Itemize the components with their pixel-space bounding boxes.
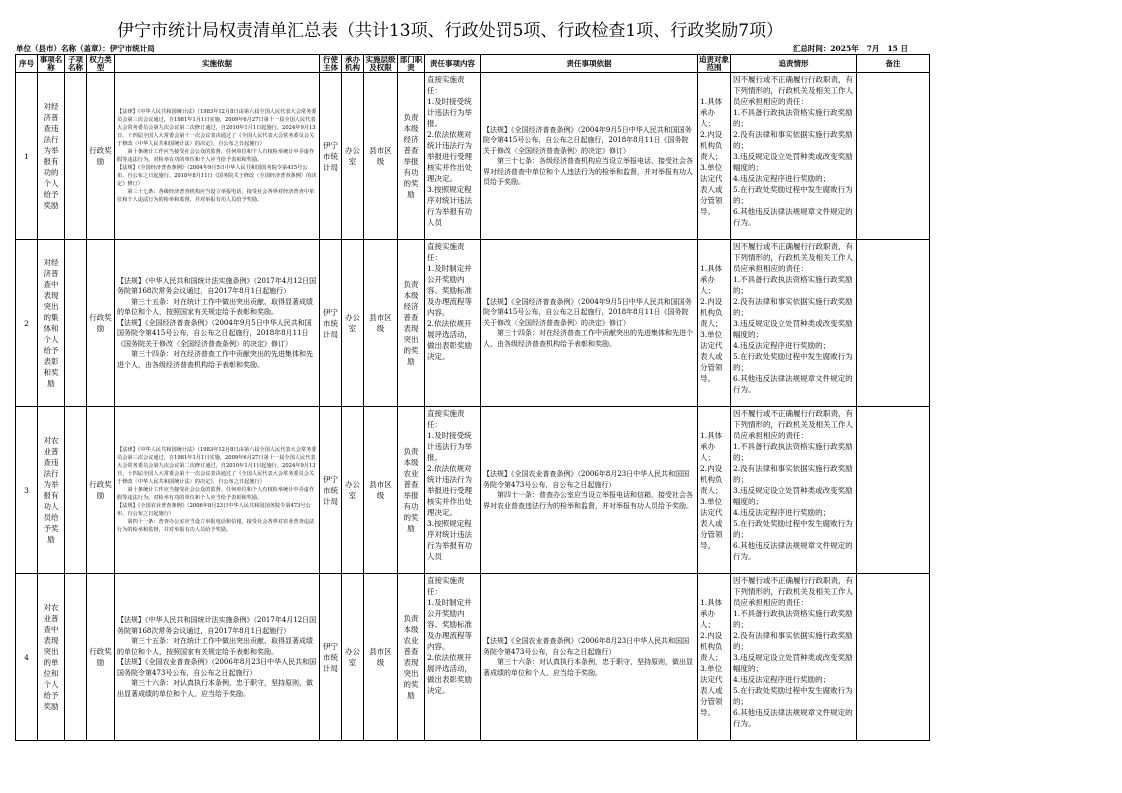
cell-item-name: 对经济普查中表现突出的集体和个人给予表彰和奖励 xyxy=(38,240,65,407)
cell-subject: 伊宁市统计局 xyxy=(320,240,342,407)
cell-power-type: 行政奖励 xyxy=(87,73,115,240)
cell-resp-basis: 【法规】《全国农业普查条例》（2006年8月23日中华人民共和国国务院令第473号公布，自公布之日起施行） 第四十一条：普查办公室应当设立举报电话和信箱，接受社会各界对农业普查违法行为的检举和监督，并对举报有功人员给予奖励。 xyxy=(481,407,698,574)
table-row xyxy=(16,240,930,407)
cell-situation: 因不履行或不正确履行行政职责，有下列情形的，行政机关及相关工作人员应承担相应的责任： 1.不具备行政执法资格实施行政奖励的； 2.没有法律和事实依据实施行政奖励的； 3.违反规定设立处罚种类或改变奖励幅度的； 4.违反法定程序进行奖励的； 5.在行政处奖励过程中发生腐败行为的； 6.其他违反法律法规规章文件规定的行为。 xyxy=(731,407,857,574)
header-sub-item: 子项名称 xyxy=(65,55,87,73)
cell-level: 县市区级 xyxy=(364,240,398,407)
cell-sub-item xyxy=(65,574,87,741)
header-subject: 行使主体 xyxy=(320,55,342,73)
header-agency: 承办机构 xyxy=(342,55,364,73)
meta-line xyxy=(16,43,908,54)
cell-resp-basis: 【法规】《全国经济普查条例》（2004年9月5日中华人民共和国国务院令第415号公布，自公布之日起施行，2018年8月11日《国务院关于修改〈全国经济普查条例〉的决定》修订） 第三十四条：对在经济普查工作中贡献突出的先进集体和先进个人，由各级经济普查机构给予表彰和奖励。 xyxy=(481,240,698,407)
summary-date xyxy=(785,43,908,54)
cell-remark xyxy=(857,407,930,574)
cell-sub-item xyxy=(65,240,87,407)
cell-basis: 【法规】《中华人民共和国统计法实施条例》（2017年4月12日国务院第168次常务会议通过，自2017年8月1日起施行） 第三十五条：对在统计工作中做出突出贡献、取得显著成绩的单位和个人，按照国家有关规定给予表彰和奖励。 【法规】《全国经济普查条例》（2004年9月5日中华人民共和国国务院令第415号公布，自公布之日起施行，2018年8月11日《国务院关于修改〈全国经济普查条例〉的决定》修订） 第三十四条：对在经济普查工作中贡献突出的先进集体和先进个人，由各级经济普查机构给予表彰和奖励。 xyxy=(115,240,320,407)
cell-remark xyxy=(857,240,930,407)
header-seq: 序号 xyxy=(16,55,38,73)
header-resp-basis: 责任事项依据 xyxy=(481,55,698,73)
date-month: 7月 xyxy=(866,44,880,53)
cell-scope: 1.具体承办人； 2.内设机构负责人； 3.单位法定代表人或分管领导。 xyxy=(698,73,731,240)
cell-level: 县市区级 xyxy=(364,73,398,240)
header-basis: 实施依据 xyxy=(115,55,320,73)
date-label: 汇总时间：2025年 xyxy=(792,44,859,53)
header-level: 实施层级及权限 xyxy=(365,54,396,72)
cell-scope: 1.具体承办人； 2.内设机构负责人； 3.单位法定代表人或分管领导。 xyxy=(698,240,731,407)
cell-situation: 因不履行或不正确履行行政职责，有下列情形的，行政机关及相关工作人员应承担相应的责任： 1.不具备行政执法资格实施行政奖励的； 2.没有法律和事实依据实施行政奖励的； 3.违反规定设立处罚种类或改变奖励幅度的； 4.违反法定程序进行奖励的； 5.在行政处奖励过程中发生腐败行为的； 6.其他违反法律法规规章文件规定的行为。 xyxy=(731,240,857,407)
header-remark: 备注 xyxy=(857,55,930,73)
cell-seq: 4 xyxy=(16,574,38,741)
cell-agency: 办公室 xyxy=(342,407,364,574)
page-title: 伊宁市统计局权责清单汇总表（共计13项、行政处罚5项、行政检查1项、行政奖励7项） xyxy=(116,21,784,41)
header-duty: 部门职责 xyxy=(398,55,425,73)
cell-resp-basis: 【法规】《全国农业普查条例》（2006年8月23日中华人民共和国国务院令第473号公布，自公布之日起施行） 第三十六条：对认真执行本条例，忠于职守，坚持原则，做出显著成绩的单位和个人，应当给予奖励。 xyxy=(481,574,698,741)
table-row xyxy=(16,574,930,741)
cell-remark xyxy=(857,574,930,741)
cell-seq: 1 xyxy=(16,73,38,240)
responsibility-table xyxy=(15,54,930,741)
table-row xyxy=(16,73,930,240)
cell-item-name: 对农业普查中表现突出的单位和个人给予奖励 xyxy=(38,574,65,741)
cell-agency: 办公室 xyxy=(342,240,364,407)
header-row xyxy=(16,55,930,73)
cell-situation: 因不履行或不正确履行行政职责，有下列情形的，行政机关及相关工作人员应承担相应的责任： 1.不具备行政执法资格实施行政奖励的； 2.没有法律和事实依据实施行政奖励的； 3.违反规定设立处罚种类或改变奖励幅度的； 4.违反法定程序进行奖励的； 5.在行政处奖励过程中发生腐败行为的； 6.其他违反法律法规规章文件规定的行为。 xyxy=(731,574,857,741)
cell-power-type: 行政奖励 xyxy=(87,240,115,407)
cell-scope: 1.具体承办人； 2.内设机构负责人； 3.单位法定代表人或分管领导。 xyxy=(698,407,731,574)
header-item-name: 事项名称 xyxy=(38,55,65,73)
unit-label: 单位（县市）名称（盖章）：伊宁市统计局 xyxy=(16,44,155,53)
cell-duty: 负责本级农业普查举报有功的奖励 xyxy=(398,407,425,574)
cell-resp-basis: 【法规】《全国经济普查条例》（2004年9月5日中华人民共和国国务院令第415号公布，自公布之日起施行，2018年8月11日《国务院关于修改〈全国经济普查条例〉的决定》修订） 第三十七条：各级经济普查机构应当设立举报电话，接受社会各界对经济普查中单位和个人违法行为的检举和监督，并对举报有功人员给予奖励。 xyxy=(481,73,698,240)
header-scope: 追责对象范围 xyxy=(699,54,729,72)
cell-level: 县市区级 xyxy=(364,574,398,741)
cell-agency: 办公室 xyxy=(342,574,364,741)
cell-content: 直接实施责任： 1.及时制定并公开奖励内容、奖励标准及办理流程等内容。 2.依法依规开展评选活动，做出表彰奖励决定。 xyxy=(425,574,481,741)
cell-item-name: 对经济普查违法行为举报有功的个人给予奖励 xyxy=(38,73,65,240)
cell-duty: 负责本级经济普查表现突出的奖励 xyxy=(398,240,425,407)
cell-agency: 办公室 xyxy=(342,73,364,240)
cell-basis: 【法规】《中华人民共和国统计法实施条例》（2017年4月12日国务院第168次常务会议通过，自2017年8月1日起施行） 第三十五条：对在统计工作中做出突出贡献、取得显著成绩的单位和个人，按照国家有关规定给予表彰和奖励。 【法规】《全国农业普查条例》（2006年8月23日中华人民共和国国务院令第473号公布，自公布之日起施行） 第三十六条：对认真执行本条例，忠于职守，坚持原则，做出显著成绩的单位和个人，应当给予奖励。 xyxy=(115,574,320,741)
cell-content: 直接实施责任： 1.及时接受统计违法行为举报。 2.依法依规对统计违法行为举报进行受理核实并作出处理决定。 3.按照规定程序对统计违法行为举报有功人员 xyxy=(425,407,481,574)
cell-duty: 负责本级农业普查表现突出的奖励 xyxy=(398,574,425,741)
cell-subject: 伊宁市统计局 xyxy=(320,574,342,741)
cell-situation: 因不履行或不正确履行行政职责，有下列情形的，行政机关及相关工作人员应承担相应的责任： 1.不具备行政执法资格实施行政奖励的； 2.没有法律和事实依据实施行政奖励的； 3.违反规定设立处罚种类或改变奖励幅度的； 4.违反法定程序进行奖励的； 5.在行政处奖励过程中发生腐败行为的； 6.其他违反法律法规规章文件规定的行为。 xyxy=(731,73,857,240)
cell-basis: 【法律】《中华人民共和国统计法》（1983年12月8日由第六届全国人民代表大会常务委员会第三次会议通过，自1981年1月1日实施，2009年6月27日第十一届全国人民代表大会常务委员会第九次会议第二次修订通过，自2010年1月1日起施行，2024年9月13日，十四届全国人大常委会第十一次会议表决通过了《全国人民代表大会常务委员会关于修改〈中华人民共和国统计法〉的决定》，自公布之日起施行） 第十条统计工作应当接受社会公众的监督。任何单位和个人有权检举统计中弄虚作假等违法行为。对检举有功的单位和个人应当给予表彰和奖励。 【法规】《全国农业普查条例》（2006年8月23日中华人民共和国国务院令第473号公布，自公布之日起施行） 第四十一条：普查办公室应当设立举报电话和信箱，接受社会各界对农业普查违法行为的检举和监督，并对举报有功人员给予奖励。 xyxy=(115,407,320,574)
cell-level: 县市区级 xyxy=(364,407,398,574)
table-row xyxy=(16,407,930,574)
cell-power-type: 行政奖励 xyxy=(87,407,115,574)
cell-power-type: 行政奖励 xyxy=(87,574,115,741)
cell-content: 直接实施责任： 1.及时接受统计违法行为举报。 2.依法依规对统计违法行为举报进行受理核实并作出处理决定。 3.按照规定程序对统计违法行为举报有功人员 xyxy=(425,73,481,240)
cell-subject: 伊宁市统计局 xyxy=(320,73,342,240)
cell-remark xyxy=(857,73,930,240)
header-content: 责任事项内容 xyxy=(425,55,481,73)
cell-seq: 2 xyxy=(16,240,38,407)
cell-item-name: 对农业普查违法行为举报有功人员给予奖励 xyxy=(38,407,65,574)
date-day: 15 日 xyxy=(887,44,908,53)
header-power-type: 权力类型 xyxy=(87,55,115,73)
cell-basis: 【法律】《中华人民共和国统计法》（1983年12月8日由第六届全国人民代表大会常务委员会第三次会议通过，自1981年1月1日实施，2009年6月27日第十一届全国人民代表大会常务委员会第九次会议第二次修订通过，自2010年1月1日起施行，2024年9月13日，十四届全国人大常委会第十一次会议表决通过了《全国人民代表大会常务委员会关于修改〈中华人民共和国统计法〉的决定》，自公布之日起施行） 第十条统计工作应当接受社会公众的监督。任何单位和个人有权检举统计中弄虚作假等违法行为。对检举有功的单位和个人应当给予表彰和奖励。 【法规】《全国经济普查条例》（2004年9月5日中华人民共和国国务院令第415号公布，自公布之日起施行。2018年8月11日《国务院关于修改〈全国经济普查条例〉的决定》修订） 第三十七条：各级经济普查机构应当设立举报电话，接受社会各界对经济普查中单位和个人违法行为的检举和监督，并对举报有功人员给予奖励。 xyxy=(115,73,320,240)
cell-duty: 负责本级经济普查举报有功的奖励 xyxy=(398,73,425,240)
cell-sub-item xyxy=(65,73,87,240)
cell-seq: 3 xyxy=(16,407,38,574)
cell-scope: 1.具体承办人； 2.内设机构负责人； 3.单位法定代表人或分管领导。 xyxy=(698,574,731,741)
cell-subject: 伊宁市统计局 xyxy=(320,407,342,574)
cell-sub-item xyxy=(65,407,87,574)
header-situation: 追责情形 xyxy=(731,55,857,73)
cell-content: 直接实施责任： 1.及时制定并公开奖励内容、奖励标准及办理流程等内容。 2.依法依规开展评选活动，做出表彰奖励决定。 xyxy=(425,240,481,407)
